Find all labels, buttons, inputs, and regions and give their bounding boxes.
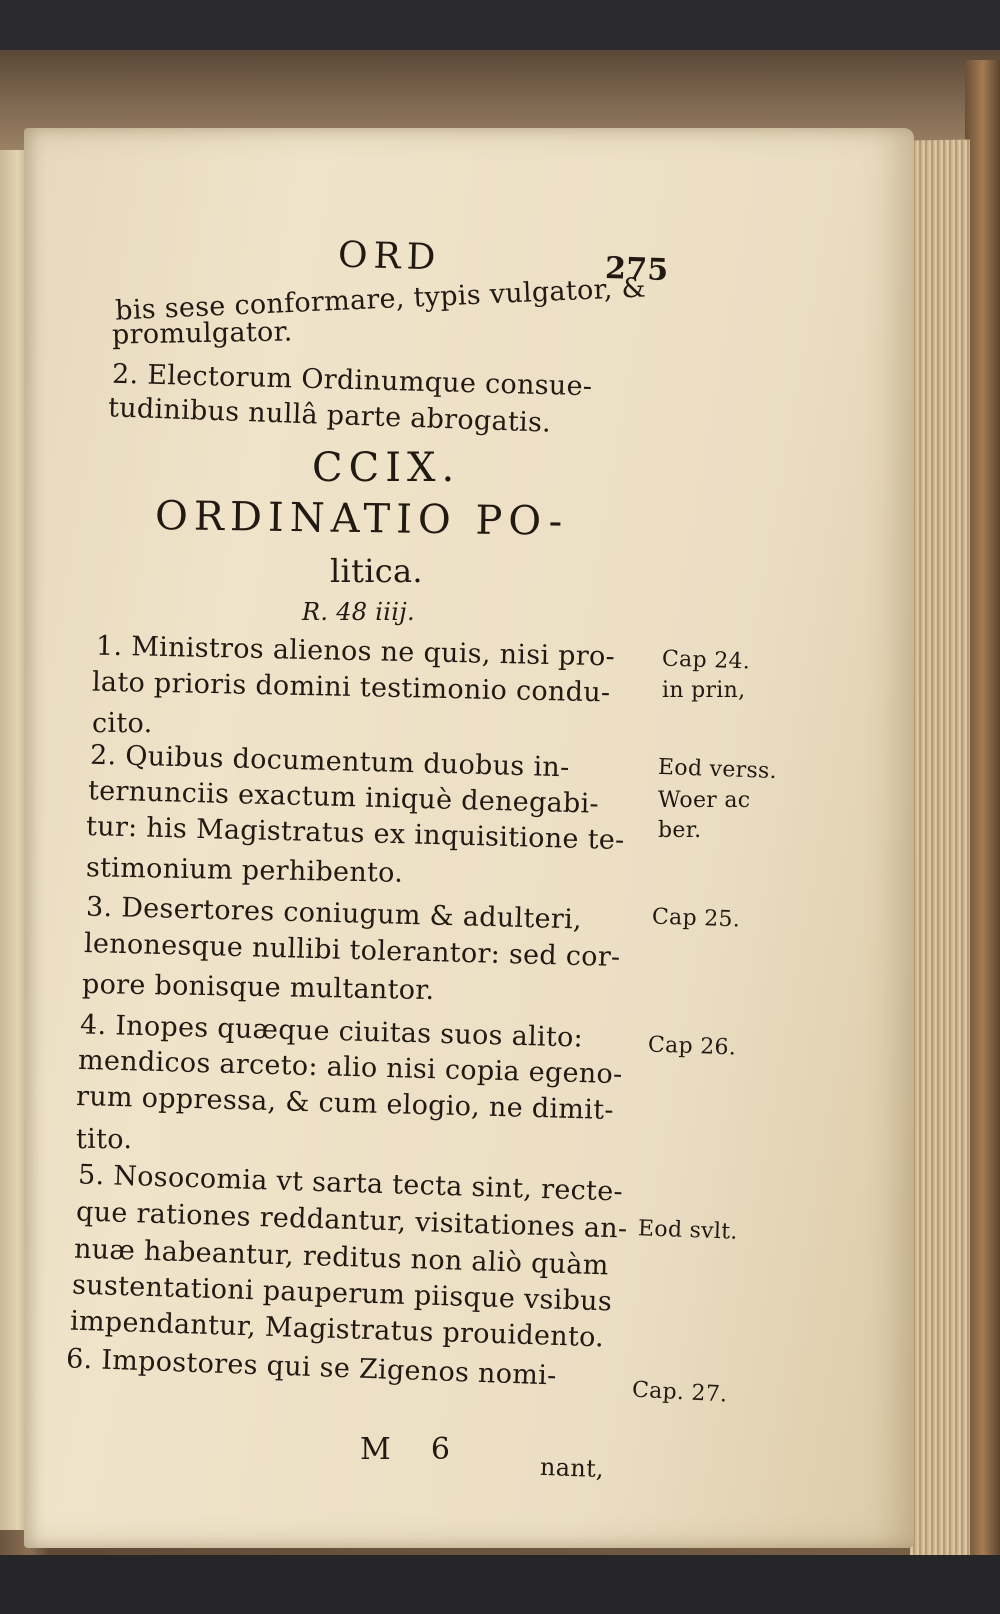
dark-background xyxy=(0,1555,1000,1614)
text-line: lato prioris domini testimonio condu- xyxy=(91,666,611,709)
running-head: ORD xyxy=(337,234,443,279)
page-fore-edge xyxy=(910,139,970,1560)
book-cover-edge xyxy=(965,60,1000,1590)
text-line: lenonesque nullibi tolerantor: sed cor- xyxy=(83,927,621,974)
text-line: rum oppressa, & cum elogio, ne dimit- xyxy=(75,1080,615,1127)
margin-note: Cap 26. xyxy=(647,1032,737,1061)
text-line: que rationes reddantur, visitationes an- xyxy=(75,1196,628,1245)
margin-note: ber. xyxy=(658,818,702,843)
signature-mark: M 6 xyxy=(360,1432,451,1467)
margin-note: Eod verss. xyxy=(657,754,778,785)
text-line: 5. Nosocomia vt sarta tecta sint, recte- xyxy=(77,1159,624,1208)
text-line: tur: his Magistratus ex inquisitione te- xyxy=(85,810,625,857)
text-line: 4. Inopes quæque ciuitas suos alito: xyxy=(79,1009,584,1054)
text-line: ternunciis exactum iniquè denegabi- xyxy=(87,775,600,820)
text-line: bis sese conformare, typis vulgator, & xyxy=(114,272,647,327)
text-line: promulgator. xyxy=(111,316,293,351)
text-line: stimonium perhibento. xyxy=(85,852,404,889)
text-line: 2. Quibus documentum duobus in- xyxy=(89,739,570,784)
text-line: cito. xyxy=(92,708,153,739)
text-line: 3. Desertores coniugum & adulteri, xyxy=(85,891,583,936)
section-number: CCIX. xyxy=(312,445,461,491)
text-line: 6. Impostores qui se Zigenos nomi- xyxy=(65,1343,558,1392)
section-title-line1: ORDINATIO PO- xyxy=(154,493,569,545)
text-line: nuæ habeantur, reditus non aliò quàm xyxy=(73,1233,610,1282)
margin-note: Eod svlt. xyxy=(637,1216,739,1245)
margin-note: Cap 25. xyxy=(651,904,741,933)
text-line: 2. Electorum Ordinumque consue- xyxy=(111,358,593,403)
text-line: 1. Ministros alienos ne quis, nisi pro- xyxy=(95,630,616,673)
text-line: sustentationi pauperum piisque vsibus xyxy=(71,1269,613,1318)
text-line: mendicos arceto: alio nisi copia egeno- xyxy=(77,1044,623,1091)
margin-note: Cap 24. xyxy=(661,646,751,675)
text-line: tudinibus nullâ parte abrogatis. xyxy=(107,392,552,439)
margin-note: Woer ac xyxy=(658,788,751,813)
section-title-line2: litica. xyxy=(330,552,423,590)
text-line: impendantur, Magistratus prouidento. xyxy=(69,1305,605,1354)
margin-note: Cap. 27. xyxy=(631,1377,728,1408)
text-line: tito. xyxy=(76,1124,133,1155)
catchword: nant, xyxy=(539,1452,605,1484)
text-line: pore bonisque multantor. xyxy=(81,968,435,1007)
page-number: 275 xyxy=(604,250,670,289)
margin-note: in prin, xyxy=(662,678,746,703)
section-reference: R. 48 iiij. xyxy=(302,598,415,626)
